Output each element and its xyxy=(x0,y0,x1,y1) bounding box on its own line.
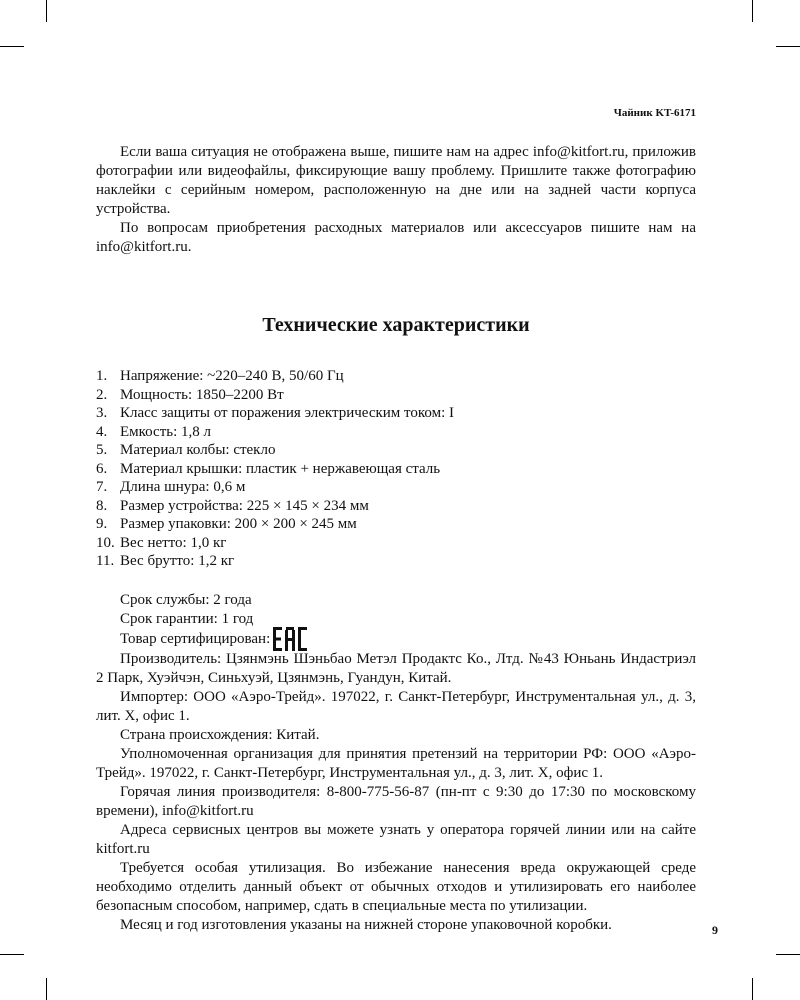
service-centers: Адреса сервисных центров вы можете узнать у оператора горячей линии или на сайте kitfort.ru xyxy=(96,821,696,857)
intro-paragraph: По вопросам приобретения расходных материалов или аксессуаров пишите нам на info@kitfort.ru. xyxy=(96,220,696,255)
spec-text: Класс защиты от поражения электрическим током: I xyxy=(120,405,455,421)
importer: Импортер: ООО «Аэро-Трейд». 197022, г. Санкт-Петербург, Инструментальная ул., д. 3, лит. Х, офис 1. xyxy=(96,688,696,724)
warranty: Срок гарантии: 1 год xyxy=(120,610,254,627)
spec-item xyxy=(96,386,696,405)
spec-item xyxy=(96,404,696,423)
spec-item xyxy=(96,367,696,386)
spec-text: Размер упаковки: 200 × 200 × 245 мм xyxy=(120,516,357,532)
crop-mark xyxy=(776,46,800,47)
crop-mark xyxy=(752,978,753,1000)
crop-mark xyxy=(776,954,800,955)
spec-number: 3. xyxy=(96,405,108,421)
spec-number: 9. xyxy=(96,516,108,532)
spec-text: Длина шнура: 0,6 м xyxy=(120,479,246,495)
spec-number: 5. xyxy=(96,442,108,458)
spec-text: Напряжение: ~220–240 В, 50/60 Гц xyxy=(120,368,344,384)
spec-text: Размер устройства: 225 × 145 × 234 мм xyxy=(120,497,369,514)
spec-item xyxy=(96,497,696,516)
spec-number: 7. xyxy=(96,479,108,495)
spec-item xyxy=(96,552,696,571)
spacer xyxy=(96,571,696,591)
crop-mark xyxy=(752,0,753,22)
spec-text: Емкость: 1,8 л xyxy=(120,423,212,440)
crop-mark xyxy=(0,46,24,47)
spec-number: 4. xyxy=(96,423,108,440)
eac-mark-icon xyxy=(272,626,308,652)
crop-mark xyxy=(46,978,47,1000)
spec-text: Вес брутто: 1,2 кг xyxy=(120,553,235,569)
spec-number: 2. xyxy=(96,386,108,403)
spec-item xyxy=(96,423,696,442)
manufacturer: Производитель: Цзянмэнь Шэньбао Метэл Продактс Ко., Лтд. №43 Юньань Индастриэл 2 Парк, Хуэйчэн, Синьхуэй, Цзянмэнь, Гуандун, Китай. xyxy=(96,650,696,686)
page-number: 9 xyxy=(712,923,718,937)
authorized-organization: Уполномоченная организация для принятия претензий на территории РФ: ООО «Аэро-Трейд». 197022, г. Санкт-Петербург, Инструментальная ул., д. 3, лит. Х, офис 1. xyxy=(96,745,696,781)
spec-number: 11. xyxy=(96,553,115,569)
specs-list xyxy=(96,367,696,571)
spec-item xyxy=(96,534,696,553)
spec-number: 1. xyxy=(96,368,108,384)
certification-line xyxy=(96,629,696,650)
crop-mark xyxy=(0,954,24,955)
certified-label: Товар сертифицирован: xyxy=(120,630,271,647)
spec-item xyxy=(96,515,696,534)
spec-item xyxy=(96,441,696,460)
running-header: Чайник KT-6171 xyxy=(613,107,696,119)
spec-text: Вес нетто: 1,0 кг xyxy=(120,534,227,551)
spec-item xyxy=(96,478,696,497)
spec-text: Мощность: 1850–2200 Вт xyxy=(120,386,284,403)
spec-text: Материал колбы: стекло xyxy=(120,442,276,458)
hotline: Горячая линия производителя: 8-800-775-56-87 (пн-пт с 9:30 до 17:30 по московскому времени), info@kitfort.ru xyxy=(96,783,696,819)
manufacture-date: Месяц и год изготовления указаны на нижней стороне упаковочной коробки. xyxy=(120,916,612,933)
service-life: Срок службы: 2 года xyxy=(120,591,252,608)
page-content xyxy=(96,143,696,935)
eac-mark-graphic xyxy=(272,626,308,652)
crop-mark xyxy=(46,0,47,22)
section-title: Технические характеристики xyxy=(262,314,530,336)
spec-number: 10. xyxy=(96,534,115,551)
spec-text: Материал крышки: пластик + нержавеющая сталь xyxy=(120,460,441,477)
spec-item xyxy=(96,460,696,479)
disposal-notice: Требуется особая утилизация. Во избежание нанесения вреда окружающей среде необходимо отделить данный объект от обычных отходов и утилизировать его наиболее безопасным способом, например, сдать в специальные места по утилизации. xyxy=(96,859,696,914)
intro-paragraph: Если ваша ситуация не отображена выше, пишите нам на адрес info@kitfort.ru, приложив фотографии или видеофайлы, фиксирующие вашу проблему. Пришлите также фотографию наклейки с серийным номером, расположенную на дне или на задней части корпуса устройства. xyxy=(96,144,696,217)
country-of-origin: Страна происхождения: Китай. xyxy=(120,726,320,743)
spec-number: 6. xyxy=(96,460,108,477)
spec-number: 8. xyxy=(96,497,108,514)
